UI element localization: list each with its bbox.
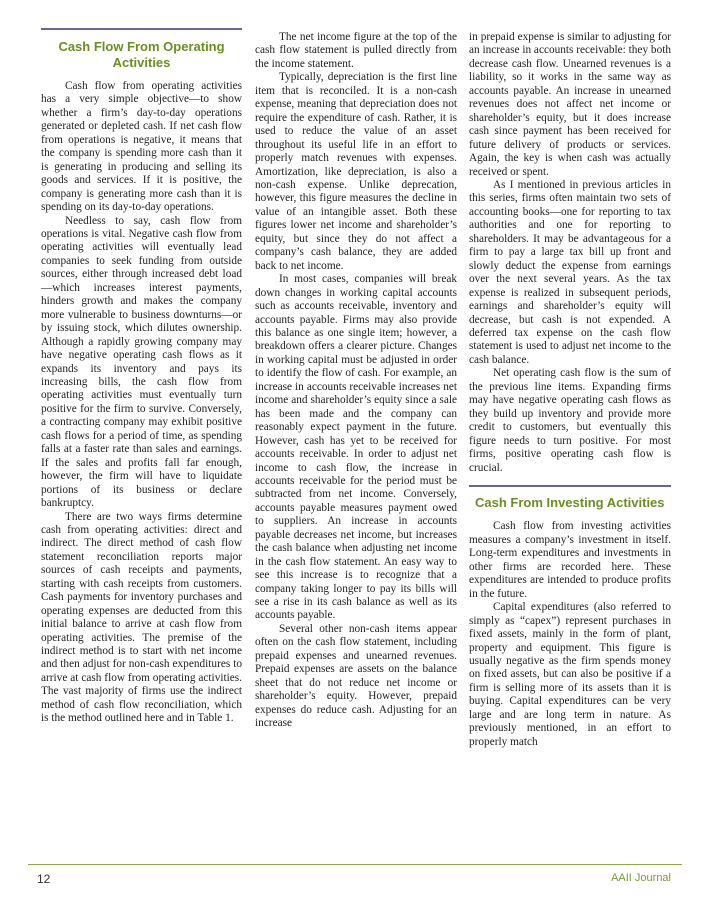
paragraph: There are two ways firms determine cash from operating activities: direct and indirect. The direct method of cash flow statement reconciliation reports major sources of cash receipts and payments, starting with cash receipts from customers. Cash payments for inventory purchases and operating expenses are deducted from this initial balance to arrive at cash flow from operating activities. The premise of the indirect method is to start with net income and then adjust for non-cash expenditures to arrive at cash flow from operating activities. The vast majority of firms use the indirect method of cash flow reconciliation, which is the method outlined here and in Table 1. — [41, 510, 242, 725]
section-heading-operating: Cash Flow From Operating Activities — [58, 39, 225, 70]
section-rule — [469, 485, 671, 487]
paragraph: In most cases, companies will break down changes in working capital accounts such as accounts receivable, inventory and accounts payable. Firms may also provide this balance as one single item; however, a breakdown offers a clearer picture. Changes in working capital must be adjusted in order to identify the flow of cash. For example, an increase in accounts receivable increases net income and shareholder’s equity since a sale has been made and the company can reasonably expect payment in the future. However, cash has yet to be received for accounts receivable. In order to adjust net income to cash flow, the increase in accounts receivable for the period must be subtracted from net income. Conversely, accounts payable measures payment owed to suppliers. An increase in accounts payable decreases net income, but increases the cash balance when adjusting net income in the cash flow statement. An easy way to see this increase is to recognize that a company taking longer to pay its bills will see a rise in its cash balance as well as its accounts payable. — [255, 273, 457, 622]
paragraph: Cash flow from operating activities has a very simple objective—to show whether a firm’s day-to-day operations generated or depleted cash. If net cash flow from operations is negative, it means that the company is spending more cash than it is generating in producing and selling its goods and services. If it is positive, the company is generating more cash than it is spending on its day-to-day operations. — [41, 80, 242, 214]
journal-name: AAII Journal — [611, 872, 671, 884]
column-3 — [469, 31, 671, 749]
footer-rule — [28, 864, 682, 865]
paragraph-continuation: in prepaid expense is similar to adjusting for an increase in accounts receivable: they both decrease cash flow. Unearned revenues is a liability, so it works in the same way as accounts payable. An increase in unearned revenues does not affect net income or shareholder’s equity, but it does increase cash since payment has been received for future delivery of products or services. Again, the key is when cash was actually received or spent. — [469, 31, 671, 178]
section-rule — [41, 28, 242, 30]
column-2 — [255, 31, 457, 731]
paragraph: The net income figure at the top of the cash flow statement is pulled directly from the income statement. — [255, 31, 457, 70]
paragraph: Capital expenditures (also referred to simply as “capex”) represent purchases in fixed assets, mainly in the form of plant, property and equipment. This figure is usually negative as the firm spends money on fixed assets, but can also be positive if a firm is selling more of its assets than it is buying. Capital expenditures can be very large and are long term in nature. As previously mentioned, in an effort to properly match — [469, 601, 671, 748]
page-number: 12 — [37, 872, 51, 886]
paragraph: Several other non-cash items appear often on the cash flow statement, including prepaid expenses and unearned revenues. Prepaid expenses are assets on the balance sheet that do not reduce net income or shareholder’s equity. However, prepaid expenses do reduce cash. Adjusting for an increase — [255, 622, 457, 730]
paragraph: Needless to say, cash flow from operations is vital. Negative cash flow from operating activities will eventually lead companies to seek funding from outside sources, either through increased debt load—which increases interest payments, hinders growth and makes the company more vulnerable to business downturns—or by issuing stock, which dilutes ownership. Although a rapidly growing company may have negative operating cash flows as it expands its inventory and pays its increasing bills, the cash flow from operating activities must eventually turn positive for the firm to survive. Conversely, a contracting company may exhibit positive cash flows for a period of time, as spending falls at a faster rate than sales and earnings. If the sales and profits fall far enough, however, the firm will have to liquidate portions of its business or declare bankruptcy. — [41, 214, 242, 510]
column-1 — [41, 28, 242, 726]
section-heading-investing: Cash From Investing Activities — [475, 494, 665, 510]
paragraph: Typically, depreciation is the first line item that is reconciled. It is a non-cash expense, meaning that depreciation does not require the expenditure of cash. Rather, it is used to reduce the value of an asset throughout its useful life in an effort to properly match revenues with expenses. Amortization, like depreciation, is also a non-cash expense. Unlike deprecation, however, this figure measures the decline in value of an intangible asset. Both these figures lower net income and shareholder’s equity, but since they do not affect a company’s cash balance, they are added back to net income. — [255, 71, 457, 272]
paragraph: Cash flow from investing activities measures a company’s investment in itself. Long-term expenditures and investments in other firms are recorded here. These expenditures are intended to produce profits in the future. — [469, 520, 671, 600]
paragraph: Net operating cash flow is the sum of the previous line items. Expanding firms may have negative operating cash flows as they build up inventory and provide more credit to customers, but eventually this figure needs to turn positive. For most firms, positive operating cash flow is crucial. — [469, 367, 671, 474]
paragraph: As I mentioned in previous articles in this series, firms often maintain two sets of accounting books—one for reporting to tax authorities and one for reporting to shareholders. It may be advantageous for a firm to pay a large tax bill up front and slowly deduct the expense from earnings over the next several years. As the tax expense is realized in subsequent periods, earnings and shareholder’s equity will decrease, but cash is not expended. A deferred tax expense on the cash flow statement is used to adjust net income to the cash balance. — [469, 178, 671, 366]
